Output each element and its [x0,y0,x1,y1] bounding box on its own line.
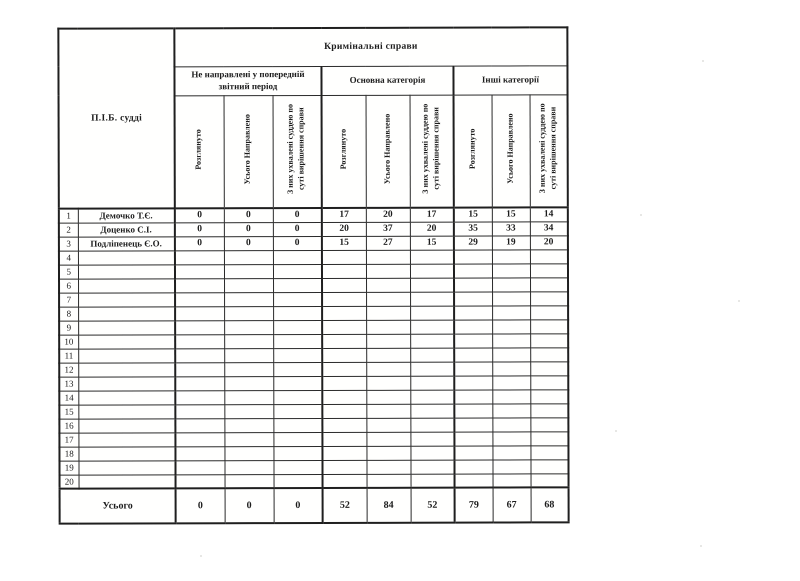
value-cell [273,432,322,446]
value-cell [273,250,322,264]
value-cell [224,278,273,292]
value-cell [175,320,224,334]
value-cell [410,264,454,278]
table-row [59,389,568,404]
value-cell: 0 [224,222,273,236]
value-cell [322,418,366,432]
judge-name-cell [78,250,175,264]
judge-name-cell [78,334,175,348]
value-cell [410,334,454,348]
value-cell [492,333,530,347]
value-cell [367,474,411,488]
totals-value-cell: 0 [176,488,225,523]
value-cell [273,418,322,432]
table-row [59,235,568,250]
table-body [59,207,569,488]
row-number: 4 [59,251,78,265]
value-cell [410,362,454,376]
judge-name-cell [78,264,175,278]
scan-speck [700,545,702,547]
value-cell [530,263,568,277]
header-title-row [58,27,567,66]
value-cell: 14 [530,207,568,221]
value-cell [410,404,454,418]
value-cell [175,264,224,278]
value-cell [410,418,454,432]
row-number: 10 [59,335,78,349]
value-cell [323,474,367,488]
value-cell [454,320,492,334]
group-header-not-sent: Не направлені у попередній звітний період [174,66,321,95]
judge-name-cell [78,460,175,474]
sub-header-label: З них ухвалені суддею по суті вирішення справи [420,103,441,194]
value-cell: 15 [322,236,366,250]
value-cell [366,320,410,334]
value-cell [366,334,410,348]
totals-label: Усього [60,488,176,523]
table-row [59,417,568,432]
value-cell [322,292,366,306]
value-cell [492,361,530,375]
judge-name-cell: Демочко Т.Є. [78,208,175,222]
value-cell [273,348,322,362]
value-cell: 34 [530,221,568,235]
sub-header-label: Розглянуто [193,128,204,170]
value-cell [224,460,273,474]
sub-header-cell [410,95,454,208]
sub-header-cell [492,94,530,207]
value-cell [273,390,322,404]
value-cell [492,263,530,277]
sub-header-label: Розглянуто [338,128,348,169]
value-cell [224,446,273,460]
row-number: 3 [59,237,78,251]
value-cell [175,292,224,306]
judge-name-cell: Подліпенець Є.О. [78,236,175,250]
table-row [59,277,568,292]
value-cell: 0 [273,222,322,236]
row-number: 6 [59,279,78,293]
value-cell [366,306,410,320]
value-cell [322,306,366,320]
value-cell [410,278,454,292]
value-cell [273,292,322,306]
value-cell [224,334,273,348]
value-cell [322,362,366,376]
value-cell [274,474,323,488]
value-cell [493,473,531,487]
value-cell [175,348,224,362]
judge-name-cell [79,474,176,488]
sub-header-cell [530,94,568,207]
value-cell [455,474,493,488]
value-cell: 15 [492,207,530,221]
value-cell [273,362,322,376]
value-cell [322,264,366,278]
value-cell [492,277,530,291]
value-cell [530,459,568,473]
value-cell [492,403,530,417]
value-cell: 20 [410,222,454,236]
value-cell: 0 [224,236,273,250]
value-cell [224,306,273,320]
value-cell [492,305,530,319]
value-cell [273,306,322,320]
value-cell [530,305,568,319]
value-cell [224,292,273,306]
value-cell: 35 [454,222,492,236]
scan-speck [738,300,740,302]
value-cell [410,292,454,306]
value-cell [273,446,322,460]
sub-header-label: З них ухвалені суддею по суті вирішення справи [537,103,558,194]
value-cell: 20 [322,222,366,236]
value-cell [454,334,492,348]
sub-header-cell [454,95,492,208]
judge-name-cell [78,404,175,418]
table-row [59,347,568,362]
value-cell [322,376,366,390]
value-cell [224,404,273,418]
value-cell [411,474,455,488]
value-cell [454,250,492,264]
value-cell [530,445,568,459]
value-cell: 15 [410,236,454,250]
value-cell [530,417,568,431]
value-cell [322,432,366,446]
table-row [59,445,568,460]
value-cell [530,333,568,347]
judge-name-cell [78,348,175,362]
value-cell [176,474,225,488]
value-cell: 29 [454,236,492,250]
sub-header-cell [224,95,273,208]
value-cell [273,264,322,278]
value-cell [273,376,322,390]
value-cell [454,446,492,460]
value-cell: 0 [175,222,224,236]
value-cell: 15 [454,208,492,222]
value-cell [366,446,410,460]
value-cell [273,404,322,418]
totals-value-cell: 79 [455,488,493,523]
criminal-cases-table [57,26,569,524]
table-row [59,207,568,222]
sub-header-label: З них ухвалені суддею по суті вирішення справи [286,103,307,194]
value-cell [175,404,224,418]
scan-speck [640,214,642,216]
value-cell [366,460,410,474]
judge-name-cell [78,446,175,460]
value-cell [492,431,530,445]
value-cell [530,403,568,417]
value-cell [366,432,410,446]
sub-header-cell [366,95,410,208]
value-cell [366,376,410,390]
value-cell [410,320,454,334]
value-cell [366,264,410,278]
value-cell [410,306,454,320]
judge-name-cell [78,292,175,306]
row-number: 14 [59,391,78,405]
sub-header-label: Усього Направлено [505,113,515,184]
table-row [59,361,568,376]
value-cell [410,376,454,390]
value-cell [322,446,366,460]
value-cell [454,292,492,306]
value-cell [530,291,568,305]
table-title: Кримінальні справи [174,27,567,66]
value-cell [322,404,366,418]
row-number: 19 [59,461,78,475]
value-cell: 19 [492,235,530,249]
judge-name-cell [78,320,175,334]
value-cell [454,306,492,320]
value-cell [530,389,568,403]
value-cell [175,390,224,404]
value-cell [366,292,410,306]
row-number: 15 [59,405,78,419]
value-cell [175,362,224,376]
value-cell [530,249,568,263]
table-row [59,305,568,320]
value-cell [492,389,530,403]
value-cell [273,320,322,334]
value-cell [366,404,410,418]
value-cell [175,460,224,474]
row-number: 1 [59,209,78,223]
value-cell [322,460,366,474]
table-row [59,249,568,264]
value-cell [273,334,322,348]
value-cell [175,278,224,292]
value-cell [530,319,568,333]
value-cell [410,432,454,446]
totals-value-cell: 0 [225,488,274,523]
sub-header-cell [322,95,366,208]
sub-header-label: Розглянуто [467,128,477,169]
value-cell [454,460,492,474]
value-cell [224,432,273,446]
corner-header-judge-name: П.І.Б. судді [58,28,174,208]
judge-name-cell [78,390,175,404]
row-number: 18 [59,447,78,461]
value-cell [454,348,492,362]
judge-name-cell [78,418,175,432]
value-cell [366,250,410,264]
value-cell: 0 [273,236,322,250]
value-cell: 27 [366,236,410,250]
scan-speck [200,555,202,557]
table-row [59,263,568,278]
value-cell [531,473,569,487]
value-cell [224,348,273,362]
value-cell [410,390,454,404]
judge-name-cell [78,278,175,292]
judge-name-cell [78,362,175,376]
value-cell: 20 [530,235,568,249]
row-number: 13 [59,377,78,391]
group-header-other-categories: Інші категорії [453,65,567,94]
value-cell [175,306,224,320]
table-row [60,473,569,488]
row-number: 20 [60,475,79,489]
row-number: 7 [59,293,78,307]
value-cell [492,417,530,431]
table-row [59,403,568,418]
sub-header-label: Усього Направлено [242,113,252,185]
value-cell [175,376,224,390]
row-number: 5 [59,265,78,279]
value-cell [322,278,366,292]
value-cell [454,432,492,446]
value-cell [322,334,366,348]
row-number: 12 [59,363,78,377]
table-row [59,319,568,334]
value-cell: 17 [410,208,454,222]
value-cell: 0 [175,236,224,250]
value-cell [224,390,273,404]
value-cell [454,376,492,390]
value-cell: 0 [224,208,273,222]
value-cell [366,418,410,432]
value-cell [224,264,273,278]
sub-header-cell [175,95,224,208]
totals-value-cell: 52 [323,488,367,523]
value-cell [224,250,273,264]
value-cell [492,445,530,459]
value-cell [410,348,454,362]
table-row [59,375,568,390]
sub-header-cell [273,95,322,208]
value-cell [410,250,454,264]
value-cell [322,348,366,362]
row-number: 9 [59,321,78,335]
value-cell [530,277,568,291]
value-cell: 33 [492,221,530,235]
judge-name-cell [78,432,175,446]
table-row [59,333,568,348]
value-cell [322,320,366,334]
value-cell [454,390,492,404]
value-cell [492,291,530,305]
value-cell [366,278,410,292]
judge-name-cell: Доценко С.І. [78,222,175,236]
judge-name-cell [78,306,175,320]
row-number: 11 [59,349,78,363]
table-row [59,291,568,306]
value-cell: 20 [366,208,410,222]
value-cell [225,474,274,488]
value-cell [175,250,224,264]
value-cell [322,250,366,264]
value-cell [322,390,366,404]
value-cell [530,361,568,375]
value-cell [454,404,492,418]
totals-value-cell: 67 [493,487,531,522]
value-cell [273,278,322,292]
value-cell [175,446,224,460]
value-cell [530,431,568,445]
value-cell [454,264,492,278]
value-cell [410,446,454,460]
table-row [59,431,568,446]
value-cell [530,347,568,361]
table-row [59,221,568,236]
value-cell [224,376,273,390]
judge-name-cell [78,376,175,390]
value-cell [224,418,273,432]
value-cell [366,390,410,404]
value-cell [224,362,273,376]
value-cell [492,249,530,263]
value-cell [175,334,224,348]
value-cell [366,348,410,362]
value-cell [492,319,530,333]
value-cell [454,418,492,432]
totals-value-cell: 68 [531,487,569,522]
sub-header-label: Усього Направлено [382,113,392,184]
value-cell [454,362,492,376]
scan-speck [615,430,617,432]
table-row [59,459,568,474]
value-cell [492,375,530,389]
value-cell [366,362,410,376]
value-cell [410,460,454,474]
value-cell [175,418,224,432]
row-number: 2 [59,223,78,237]
value-cell [175,432,224,446]
court-statistics-table [57,26,569,524]
totals-value-cell: 52 [411,488,455,523]
scan-speck [702,60,704,62]
totals-value-cell: 0 [274,488,323,523]
totals-value-cell: 84 [367,488,411,523]
value-cell: 0 [273,208,322,222]
value-cell [454,278,492,292]
value-cell [530,375,568,389]
value-cell: 17 [322,208,366,222]
group-header-main-category: Основна категорія [321,66,453,95]
totals-row [60,487,569,523]
value-cell: 37 [366,222,410,236]
row-number: 8 [59,307,78,321]
value-cell [224,320,273,334]
row-number: 16 [59,419,78,433]
value-cell [492,459,530,473]
value-cell [492,347,530,361]
value-cell [273,460,322,474]
value-cell: 0 [175,208,224,222]
row-number: 17 [59,433,78,447]
